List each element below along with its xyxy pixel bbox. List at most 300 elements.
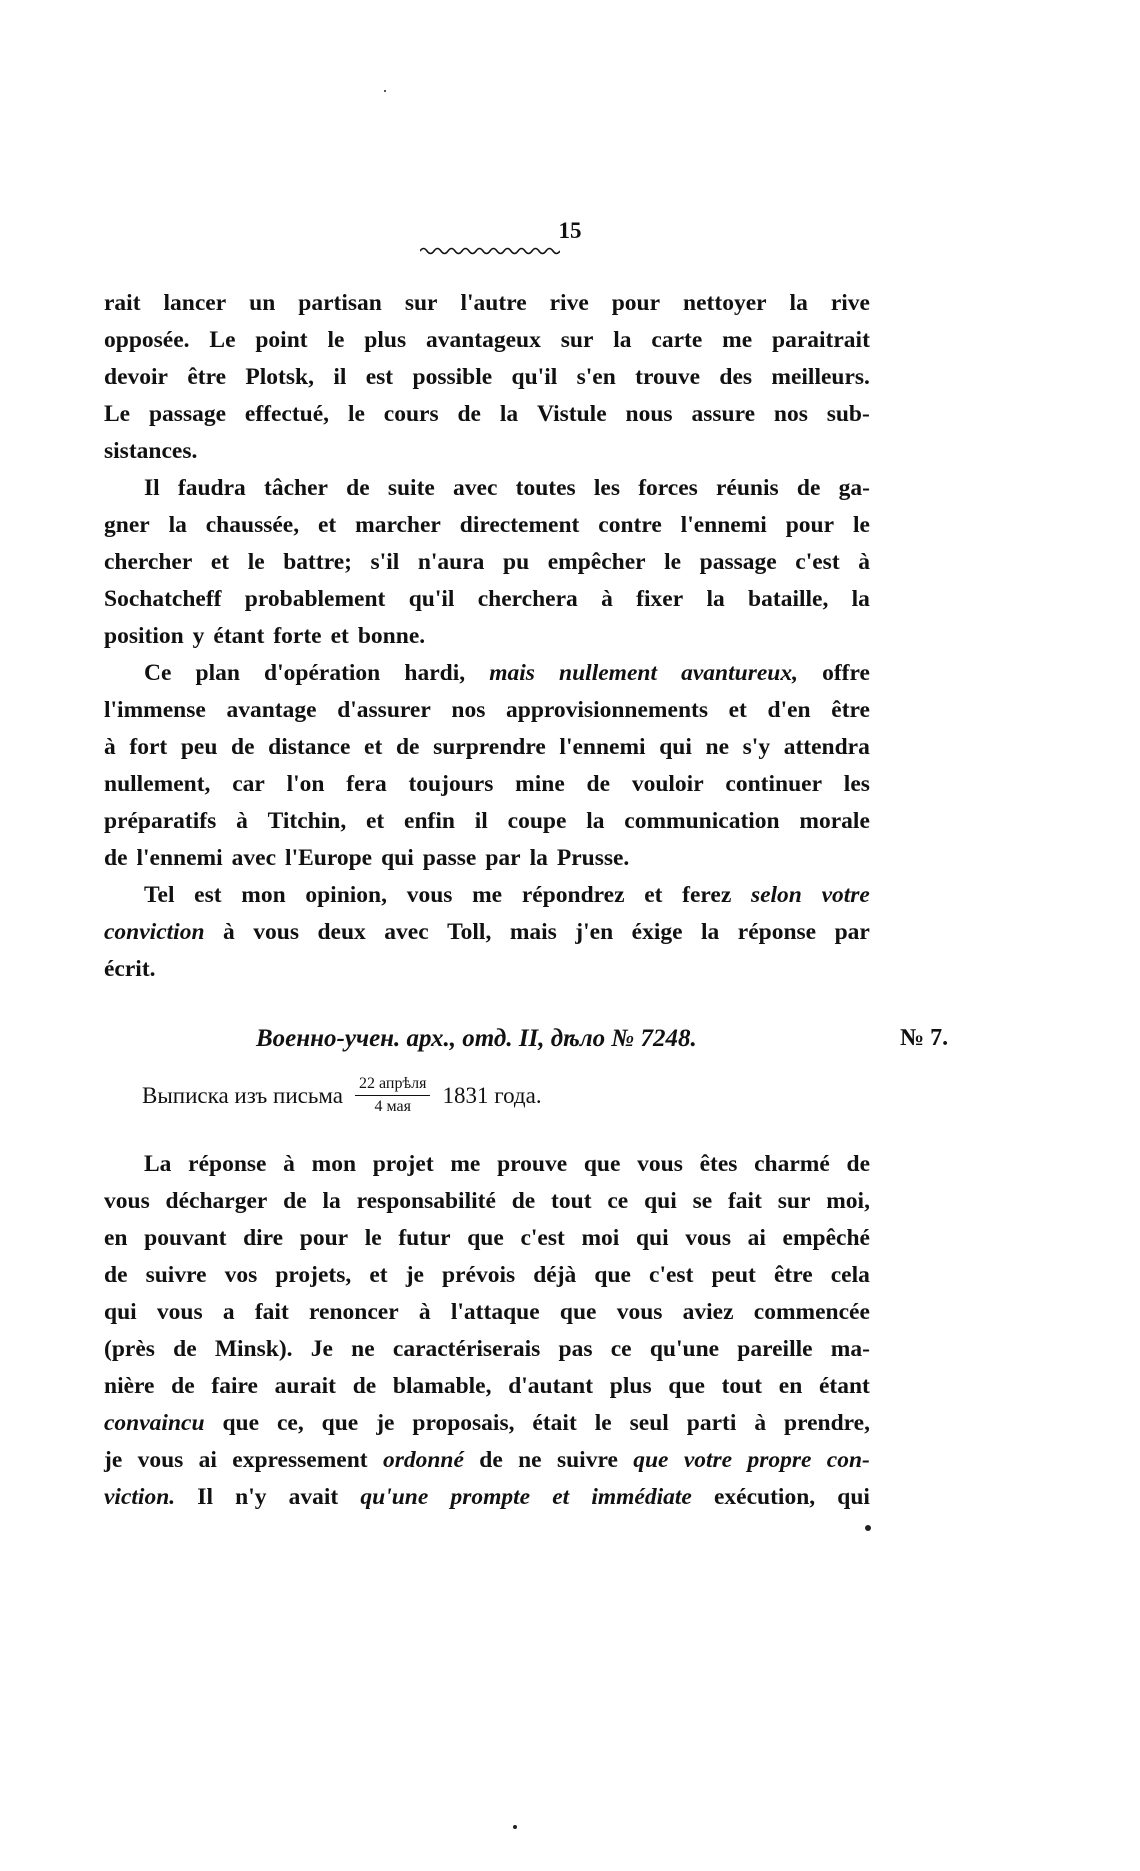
word: déjà <box>533 1262 577 1288</box>
word: par <box>485 845 521 871</box>
print-speck <box>384 90 386 92</box>
word: passage <box>148 401 227 427</box>
word: votre <box>821 882 870 908</box>
word: probablement <box>244 586 386 612</box>
word: pouvant <box>144 1225 227 1251</box>
word: lancer <box>163 290 227 316</box>
word: pas <box>558 1336 593 1362</box>
word: il <box>333 364 347 390</box>
letter-two-text <box>104 1146 870 1516</box>
word: vous <box>616 1299 663 1325</box>
word: l'Europe <box>285 845 373 871</box>
word: vous <box>637 1151 683 1177</box>
word: Titchin, <box>267 808 347 834</box>
word: le <box>247 549 265 575</box>
word: à <box>601 586 613 612</box>
word: êtes <box>699 1151 738 1177</box>
word: décharger <box>165 1188 268 1214</box>
word: sistances. <box>104 438 198 464</box>
word: charmé <box>754 1151 830 1177</box>
word: est <box>194 882 222 908</box>
word: les <box>843 771 870 797</box>
word: nière <box>104 1373 155 1399</box>
word: viction. <box>104 1484 176 1510</box>
word: nos <box>773 401 808 427</box>
word: réponse <box>188 1151 267 1177</box>
word: mais <box>489 660 535 686</box>
word: me <box>472 882 503 908</box>
word: ai <box>198 1447 217 1473</box>
word: propre <box>747 1447 812 1473</box>
word: s'en <box>576 364 616 390</box>
word: immédiate <box>591 1484 692 1510</box>
word: exécution, <box>713 1484 816 1510</box>
word: peut <box>711 1262 756 1288</box>
word: futur <box>398 1225 451 1251</box>
word: surprendre <box>433 734 546 760</box>
word: des <box>719 364 753 390</box>
excerpt-year: 1831 года. <box>442 1082 542 1108</box>
word: battre; <box>283 549 352 575</box>
word: deux <box>317 919 366 945</box>
word: caractériserais <box>392 1336 541 1362</box>
word: conviction <box>104 919 205 945</box>
word: être <box>831 697 870 723</box>
word: ce, <box>276 1410 304 1436</box>
word: en <box>778 1373 803 1399</box>
word: je <box>376 1410 395 1436</box>
word: toujours <box>408 771 494 797</box>
word: pu <box>503 549 530 575</box>
word: le <box>347 401 365 427</box>
word: faudra <box>177 475 246 501</box>
word: dire <box>243 1225 284 1251</box>
text-line <box>104 359 870 396</box>
word: s'il <box>370 549 400 575</box>
text-line <box>104 803 870 840</box>
word: que <box>222 1410 260 1436</box>
word: a <box>222 1299 235 1325</box>
word: et <box>728 697 747 723</box>
word: l'ennemi <box>559 734 646 760</box>
word: c'est <box>520 1225 565 1251</box>
word: forte <box>273 623 322 649</box>
word: à <box>754 1410 767 1436</box>
text-line <box>104 1294 870 1331</box>
word: de <box>171 1373 195 1399</box>
word: mon <box>311 1151 357 1177</box>
word: un <box>249 290 276 316</box>
excerpt-heading <box>142 1075 542 1116</box>
word: la <box>168 512 187 538</box>
word: je <box>405 1262 424 1288</box>
word: paraitrait <box>772 327 870 353</box>
word: et <box>552 1484 570 1510</box>
word: il <box>474 808 488 834</box>
word: réponse <box>737 919 817 945</box>
word: ce <box>607 1188 629 1214</box>
word: gner <box>104 512 150 538</box>
word: fait <box>727 1188 762 1214</box>
word: qui <box>837 1484 870 1510</box>
word: à <box>418 1299 431 1325</box>
word: La <box>144 1151 172 1177</box>
word: étant <box>818 1373 870 1399</box>
word: à <box>223 919 235 945</box>
word: devoir <box>104 364 168 390</box>
text-line <box>104 470 870 507</box>
word: je <box>104 1447 123 1473</box>
word: forces <box>638 475 698 501</box>
word: et <box>369 1262 388 1288</box>
word: avec <box>453 475 498 501</box>
word: projet <box>372 1151 434 1177</box>
word: que <box>668 1373 705 1399</box>
word: le <box>364 1225 382 1251</box>
word: ma- <box>830 1336 870 1362</box>
word: que <box>321 1410 359 1436</box>
word: hardi, <box>404 660 466 686</box>
word: ai <box>747 1225 766 1251</box>
word: me <box>450 1151 481 1177</box>
word: et <box>364 734 383 760</box>
word: bonne. <box>357 623 426 649</box>
word: opposée. <box>104 327 190 353</box>
decorative-wavy-rule <box>420 246 560 256</box>
word: communication <box>624 808 780 834</box>
date-old-style: 22 апрѣля <box>355 1075 430 1096</box>
word: éxige <box>631 919 683 945</box>
word: carte <box>651 327 703 353</box>
text-line <box>104 581 870 618</box>
word: nullement <box>559 660 657 686</box>
word: parti <box>686 1410 737 1436</box>
word: vous <box>156 1299 203 1325</box>
word: de <box>796 475 821 501</box>
word: rive <box>830 290 870 316</box>
word: Prusse. <box>556 845 630 871</box>
word: que <box>633 1447 669 1473</box>
word: y <box>192 623 205 649</box>
word: vous <box>104 1188 150 1214</box>
word: bataille, <box>748 586 829 612</box>
word: Plotsk, <box>245 364 314 390</box>
word: ordonné <box>382 1447 464 1473</box>
word: passage <box>699 549 777 575</box>
text-line <box>104 1405 870 1442</box>
word: à <box>236 808 248 834</box>
word: que <box>467 1225 504 1251</box>
word: continuer <box>725 771 823 797</box>
word: cela <box>830 1262 870 1288</box>
word: avait <box>288 1484 339 1510</box>
word: trouve <box>635 364 701 390</box>
word: de <box>346 475 370 501</box>
word: morale <box>799 808 870 834</box>
date-fraction <box>355 1075 430 1116</box>
word: offre <box>822 660 870 686</box>
word: préparatifs <box>104 808 217 834</box>
word: de <box>104 845 128 871</box>
word: meilleurs. <box>771 364 870 390</box>
word: tout <box>551 1188 592 1214</box>
word: prendre, <box>784 1410 870 1436</box>
word: mine <box>515 771 565 797</box>
word: me <box>722 327 753 353</box>
word: d'autant <box>508 1373 594 1399</box>
word: nullement, <box>104 771 211 797</box>
word: de <box>846 1151 870 1177</box>
word: attendra <box>783 734 870 760</box>
word: les <box>593 475 620 501</box>
word: avantage <box>226 697 317 723</box>
word: rive <box>549 290 589 316</box>
word: plan <box>195 660 240 686</box>
word: avantureux, <box>681 660 798 686</box>
word: c'est <box>649 1262 694 1288</box>
text-line <box>104 1442 870 1479</box>
text-line <box>104 1146 870 1183</box>
word: suivre <box>556 1447 618 1473</box>
word: être <box>773 1262 813 1288</box>
word: d'en <box>767 697 811 723</box>
word: position <box>104 623 184 649</box>
text-line <box>104 1220 870 1257</box>
word: et <box>330 623 349 649</box>
word: de <box>586 771 611 797</box>
word: chercher <box>104 549 193 575</box>
word: l'immense <box>104 697 206 723</box>
word: la <box>322 1188 341 1214</box>
word: blamable, <box>392 1373 492 1399</box>
word: responsabilité <box>356 1188 496 1214</box>
word: expressement <box>232 1447 368 1473</box>
word: votre <box>683 1447 733 1473</box>
word: était <box>532 1410 577 1436</box>
word: réunis <box>715 475 779 501</box>
word: Le <box>104 401 131 427</box>
text-line <box>104 507 870 544</box>
word: suite <box>387 475 435 501</box>
word: partisan <box>298 290 382 316</box>
word: empêcher <box>547 549 646 575</box>
word: moi <box>581 1225 620 1251</box>
word: vous <box>685 1225 731 1251</box>
word: cherchera <box>477 586 578 612</box>
word: aviez <box>682 1299 734 1325</box>
word: écrit. <box>104 956 156 982</box>
word: et <box>210 549 230 575</box>
word: vous <box>253 919 299 945</box>
word: c'est <box>795 549 840 575</box>
word: qui <box>381 845 414 871</box>
text-line <box>104 655 870 692</box>
word: peu <box>180 734 218 760</box>
word: sur <box>560 327 594 353</box>
word: chaussée, <box>205 512 300 538</box>
word: de <box>104 1262 128 1288</box>
word: plus <box>364 327 407 353</box>
text-line <box>104 877 870 914</box>
word: qu'une <box>649 1336 720 1362</box>
word: avec <box>384 919 429 945</box>
word: suivre <box>145 1262 207 1288</box>
text-line <box>104 1331 870 1368</box>
word: Il <box>144 475 160 501</box>
text-line <box>104 840 870 877</box>
word: s'y <box>742 734 771 760</box>
word: tâcher <box>264 475 328 501</box>
word: fort <box>129 734 168 760</box>
word: avec <box>231 845 277 871</box>
word: (près <box>104 1336 155 1362</box>
word: que <box>583 1151 621 1177</box>
text-line <box>104 322 870 359</box>
word: Vistule <box>537 401 607 427</box>
word: qu'une <box>360 1484 429 1510</box>
word: ce <box>610 1336 632 1362</box>
word: pour <box>611 290 661 316</box>
word: Ce <box>144 660 172 686</box>
word: pour <box>785 512 835 538</box>
word: nous <box>625 401 673 427</box>
word: l'autre <box>460 290 527 316</box>
word: le <box>327 327 345 353</box>
text-line <box>104 729 870 766</box>
word: qui <box>659 734 692 760</box>
word: l'attaque <box>450 1299 540 1325</box>
word: Le <box>209 327 236 353</box>
word: qu'il <box>408 586 455 612</box>
word: possible <box>412 364 493 390</box>
word: prouve <box>497 1151 568 1177</box>
word: empêché <box>782 1225 870 1251</box>
text-line <box>104 914 870 951</box>
word: vouloir <box>631 771 704 797</box>
word: renoncer <box>309 1299 399 1325</box>
word: nos <box>451 697 486 723</box>
excerpt-prefix: Выписка изъ письма <box>142 1082 343 1108</box>
word: Il <box>197 1484 213 1510</box>
text-line <box>104 1183 870 1220</box>
word: la <box>851 586 870 612</box>
word: contre <box>598 512 662 538</box>
word: prévois <box>442 1262 516 1288</box>
word: enfin <box>404 808 455 834</box>
word: qu'il <box>511 364 558 390</box>
word: ne <box>518 1447 542 1473</box>
word: Minsk). <box>214 1336 293 1362</box>
word: ne <box>705 734 730 760</box>
text-line <box>104 433 870 470</box>
word: l'on <box>286 771 325 797</box>
word: vous <box>137 1447 184 1473</box>
word: proposais, <box>412 1410 515 1436</box>
word: avantageux <box>425 327 541 353</box>
word: la <box>701 919 720 945</box>
word: passe <box>422 845 477 871</box>
text-line <box>104 766 870 803</box>
archive-reference: Военно-учен. арх., отд. II, дѣло № 7248. <box>256 1025 697 1052</box>
word: faire <box>211 1373 258 1399</box>
print-speck <box>513 1825 517 1829</box>
word: de <box>173 1336 197 1362</box>
word: sur <box>777 1188 811 1214</box>
word: point <box>255 327 308 353</box>
word: fait <box>254 1299 289 1325</box>
word: le <box>594 1410 612 1436</box>
word: seul <box>629 1410 669 1436</box>
text-line <box>104 396 870 433</box>
word: sub- <box>826 401 870 427</box>
word: approvisionnements <box>506 697 708 723</box>
word: l'ennemi <box>136 845 223 871</box>
word: de <box>395 734 420 760</box>
document-number: № 7. <box>900 1025 949 1051</box>
word: le <box>664 549 682 575</box>
word: toutes <box>515 475 576 501</box>
word: projets, <box>275 1262 352 1288</box>
word: aurait <box>274 1373 336 1399</box>
word: car <box>232 771 265 797</box>
date-new-style: 4 мая <box>374 1098 411 1115</box>
word: ferez <box>682 882 732 908</box>
text-line <box>104 692 870 729</box>
word: commencée <box>753 1299 870 1325</box>
word: que <box>559 1299 597 1325</box>
word: à <box>104 734 116 760</box>
word: Je <box>310 1336 333 1362</box>
word: est <box>365 364 394 390</box>
word: convaincu <box>104 1410 205 1436</box>
word: d'opération <box>264 660 381 686</box>
word: pour <box>299 1225 349 1251</box>
text-line <box>104 951 870 988</box>
word: Sochatcheff <box>104 586 222 612</box>
word: la <box>613 327 632 353</box>
word: n'y <box>235 1484 267 1510</box>
word: coupe <box>507 808 567 834</box>
word: ne <box>351 1336 375 1362</box>
word: sur <box>404 290 438 316</box>
word: rait <box>104 290 141 316</box>
word: que <box>594 1262 631 1288</box>
word: être <box>187 364 227 390</box>
word: plus <box>609 1373 652 1399</box>
word: étant <box>213 623 265 649</box>
word: la <box>789 290 808 316</box>
word: la <box>586 808 605 834</box>
text-line <box>104 1368 870 1405</box>
word: et <box>644 882 663 908</box>
word: se <box>692 1188 713 1214</box>
word: de <box>283 1188 307 1214</box>
word: à <box>858 549 870 575</box>
word: assure <box>691 401 755 427</box>
word: répondrez <box>521 882 625 908</box>
word: en <box>104 1225 128 1251</box>
word: et <box>365 808 385 834</box>
word: cours <box>383 401 439 427</box>
word: par <box>834 919 870 945</box>
word: qui <box>635 1225 669 1251</box>
word: moi, <box>826 1188 870 1214</box>
word: Tel <box>144 882 175 908</box>
print-speck <box>865 1525 871 1531</box>
word: directement <box>459 512 580 538</box>
word: selon <box>750 882 802 908</box>
word: la <box>706 586 725 612</box>
